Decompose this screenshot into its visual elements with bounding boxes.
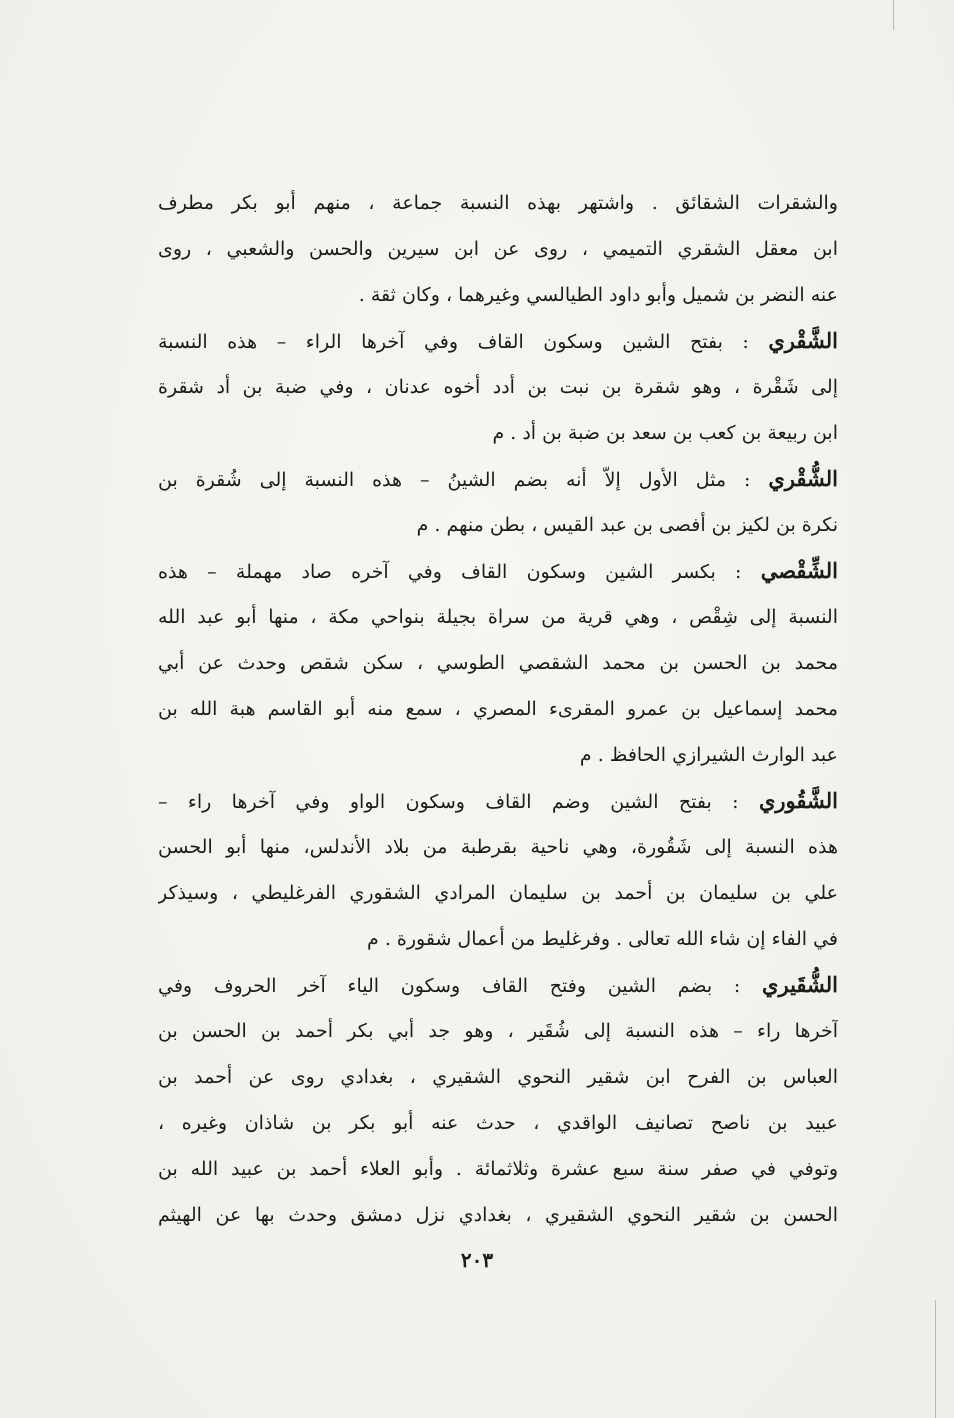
line-text: نكرة بن لكيز بن أفصى بن عبد القيس ، بطن منهم . م xyxy=(416,514,838,536)
entry-heading: الشِّقْصي xyxy=(760,558,838,583)
text-line xyxy=(158,594,838,640)
line-text: عنه النضر بن شميل وأبو داود الطيالسي وغيرهما ، وكان ثقة . xyxy=(358,284,838,306)
line-text: العباس بن الفرح ابن شقير النحوي الشقيري ، بغدادي روى عن أحمد بن xyxy=(158,1066,838,1088)
line-text: النسبة إلى شِقْص ، وهي قرية من سراة بجيلة بنواحي مكة ، منها أبو عبد الله xyxy=(158,606,838,628)
body-text xyxy=(158,180,838,1238)
text-line xyxy=(158,456,838,502)
line-text: محمد إسماعيل بن عمرو المقرىء المصري ، سمع منه أبو القاسم هبة الله بن xyxy=(158,698,838,720)
entry-heading: الشُّقْري xyxy=(768,466,838,491)
line-text: وتوفي في صفر سنة سبع عشرة وثلاثمائة . وأبو العلاء أحمد بن عبيد الله بن xyxy=(158,1158,838,1180)
text-line xyxy=(158,778,838,824)
text-line xyxy=(158,1146,838,1192)
line-text: عبيد بن ناصح تصانيف الواقدي ، حدث عنه أبو بكر بن شاذان وغيره ، xyxy=(158,1112,838,1134)
entry-heading: الشُّقَيري xyxy=(762,972,838,997)
line-text: هذه النسبة إلى شَقُورة، وهي ناحية بقرطبة من بلاد الأندلس، منها أبو الحسن xyxy=(158,836,838,858)
line-text: في الفاء إن شاء الله تعالى . وفرغليط من أعمال شقورة . م xyxy=(367,928,838,950)
line-text: : مثل الأول إلاّ أنه بضم الشينُ – هذه النسبة إلى شُقرة بن xyxy=(158,469,769,491)
line-text: : بفتح الشين وضم القاف وسكون الواو وفي آخرها راء – xyxy=(158,791,759,813)
text-line xyxy=(158,1054,838,1100)
line-text: والشقرات الشقائق . واشتهر بهذه النسبة جماعة ، منهم أبو بكر مطرف xyxy=(158,192,838,214)
text-line xyxy=(158,226,838,272)
text-line xyxy=(158,180,838,226)
page-edge-mark xyxy=(935,1300,936,1418)
line-text: عبد الوارث الشيرازي الحافظ . م xyxy=(579,744,838,766)
text-line xyxy=(158,732,838,778)
line-text: الحسن بن شقير النحوي الشقيري ، بغدادي نزل دمشق وحدث بها عن الهيثم xyxy=(158,1204,838,1226)
text-line xyxy=(158,686,838,732)
text-line xyxy=(158,548,838,594)
text-line xyxy=(158,1100,838,1146)
text-line xyxy=(158,916,838,962)
text-line xyxy=(158,870,838,916)
line-text: ابن معقل الشقري التميمي ، روى عن ابن سيرين والحسن والشعبي ، روى xyxy=(158,238,838,260)
text-line xyxy=(158,962,838,1008)
text-line xyxy=(158,272,838,318)
text-line xyxy=(158,502,838,548)
entry-heading: الشَّقُوري xyxy=(758,788,838,813)
entry-heading: الشَّقْري xyxy=(768,328,838,353)
text-line xyxy=(158,1192,838,1238)
text-line xyxy=(158,640,838,686)
text-line xyxy=(158,1008,838,1054)
text-line xyxy=(158,364,838,410)
line-text: علي بن سليمان بن أحمد بن سليمان المرادي الشقوري الفرغليطي ، وسيذكر xyxy=(158,882,838,904)
line-text: : بضم الشين وفتح القاف وسكون الياء آخر الحروف وفي xyxy=(158,975,763,997)
line-text: إلى شَقْرة ، وهو شقرة بن نبت بن أدد أخوه عدنان ، وفي ضبة بن أد شقرة xyxy=(158,376,838,398)
text-line xyxy=(158,410,838,456)
page-edge-mark xyxy=(893,0,894,30)
line-text: محمد بن الحسن بن محمد الشقصي الطوسي ، سكن شقص وحدث عن أبي xyxy=(158,652,838,674)
text-line xyxy=(158,824,838,870)
line-text: : بفتح الشين وسكون القاف وفي آخرها الراء – هذه النسبة xyxy=(158,331,769,353)
page-number: ٢٠٣ xyxy=(460,1248,494,1272)
line-text: ابن ربيعة بن كعب بن سعد بن ضبة بن أد . م xyxy=(492,422,838,444)
line-text: آخرها راء – هذه النسبة إلى شُقَير ، وهو جد أبي بكر أحمد بن الحسن بن xyxy=(158,1020,838,1042)
line-text: : بكسر الشين وسكون القاف وفي آخره صاد مهملة – هذه xyxy=(158,561,761,583)
text-line xyxy=(158,318,838,364)
